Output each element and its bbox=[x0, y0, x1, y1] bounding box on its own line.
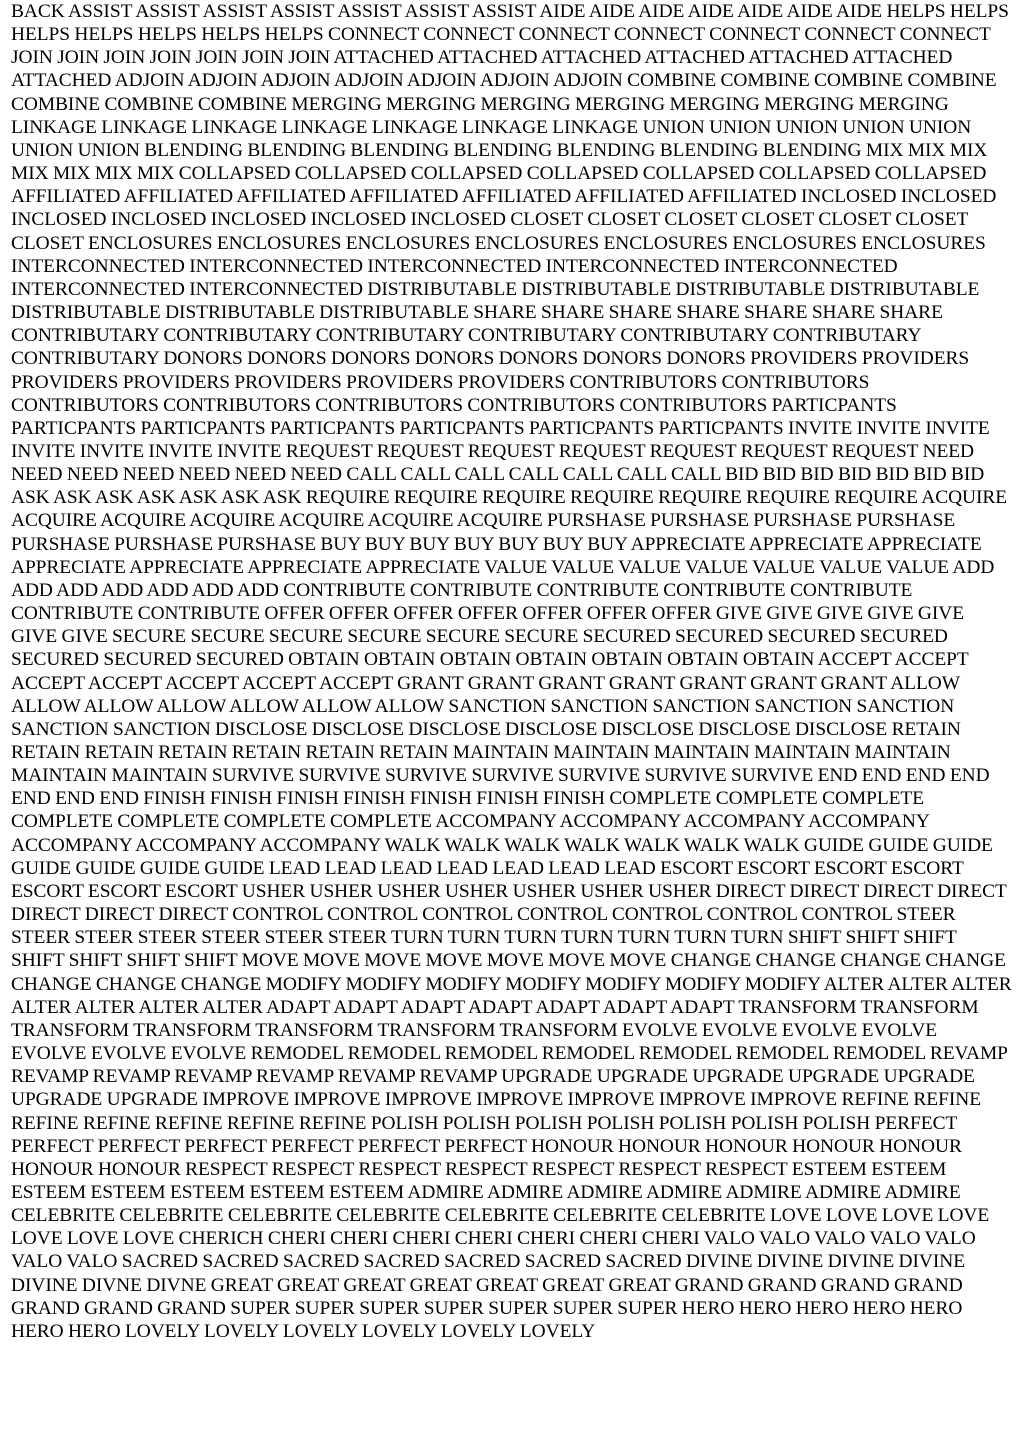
word-list-text: BACK ASSIST ASSIST ASSIST ASSIST ASSIST ASSIST ASSIST AIDE AIDE AIDE AIDE AIDE AIDE AIDE HELPS HELPS HELPS HELPS HELPS HELPS HELPS CONNECT CONNECT CONNECT CONNECT CONNECT CONNECT CONNECT JOIN JOIN JOIN JOIN JOIN JOIN JOIN ATTACHED ATTACHED ATTACHED ATTACHED ATTACHED ATTACHED ATTACHED ADJOIN ADJOIN ADJOIN ADJOIN ADJOIN ADJOIN ADJOIN COMBINE COMBINE COMBINE COMBINE COMBINE COMBINE COMBINE MERGING MERGING MERGING MERGING MERGING MERGING MERGING LINKAGE LINKAGE LINKAGE LINKAGE LINKAGE LINKAGE LINKAGE UNION UNION UNION UNION UNION UNION UNION BLENDING BLENDING BLENDING BLENDING BLENDING BLENDING BLENDING MIX MIX MIX MIX MIX MIX MIX COLLAPSED COLLAPSED COLLAPSED COLLAPSED COLLAPSED COLLAPSED COLLAPSED AFFILIATED AFFILIATED AFFILIATED AFFILIATED AFFILIATED AFFILIATED AFFILIATED INCLOSED INCLOSED INCLOSED INCLOSED INCLOSED INCLOSED INCLOSED CLOSET CLOSET CLOSET CLOSET CLOSET CLOSET CLOSET ENCLOSURES ENCLOSURES ENCLOSURES ENCLOSURES ENCLOSURES ENCLOSURES ENCLOSURES INTERCONNECTED INTERCONNECTED INTERCONNECTED INTERCONNECTED INTERCONNECTED INTERCONNECTED INTERCONNECTED DISTRIBUTABLE DISTRIBUTABLE DISTRIBUTABLE DISTRIBUTABLE DISTRIBUTABLE DISTRIBUTABLE DISTRIBUTABLE SHARE SHARE SHARE SHARE SHARE SHARE SHARE CONTRIBUTARY CONTRIBUTARY CONTRIBUTARY CONTRIBUTARY CONTRIBUTARY CONTRIBUTARY CONTRIBUTARY DONORS DONORS DONORS DONORS DONORS DONORS DONORS PROVIDERS PROVIDERS PROVIDERS PROVIDERS PROVIDERS PROVIDERS PROVIDERS CONTRIBUTORS CONTRIBUTORS CONTRIBUTORS CONTRIBUTORS CONTRIBUTORS CONTRIBUTORS CONTRIBUTORS PARTICPANTS PARTICPANTS PARTICPANTS PARTICPANTS PARTICPANTS PARTICPANTS PARTICPANTS INVITE INVITE INVITE INVITE INVITE INVITE INVITE REQUEST REQUEST REQUEST REQUEST REQUEST REQUEST REQUEST NEED NEED NEED NEED NEED NEED NEED CALL CALL CALL CALL CALL CALL CALL BID BID BID BID BID BID BID ASK ASK ASK ASK ASK ASK ASK REQUIRE REQUIRE REQUIRE REQUIRE REQUIRE REQUIRE REQUIRE ACQUIRE ACQUIRE ACQUIRE ACQUIRE ACQUIRE ACQUIRE ACQUIRE PURSHASE PURSHASE PURSHASE PURSHASE PURSHASE PURSHASE PURSHASE BUY BUY BUY BUY BUY BUY BUY APPRECIATE APPRECIATE APPRECIATE APPRECIATE APPRECIATE APPRECIATE APPRECIATE VALUE VALUE VALUE VALUE VALUE VALUE VALUE ADD ADD ADD ADD ADD ADD ADD CONTRIBUTE CONTRIBUTE CONTRIBUTE CONTRIBUTE CONTRIBUTE CONTRIBUTE CONTRIBUTE OFFER OFFER OFFER OFFER OFFER OFFER OFFER GIVE GIVE GIVE GIVE GIVE GIVE GIVE SECURE SECURE SECURE SECURE SECURE SECURE SECURED SECURED SECURED SECURED SECURED SECURED SECURED OBTAIN OBTAIN OBTAIN OBTAIN OBTAIN OBTAIN OBTAIN ACCEPT ACCEPT ACCEPT ACCEPT ACCEPT ACCEPT ACCEPT GRANT GRANT GRANT GRANT GRANT GRANT GRANT ALLOW ALLOW ALLOW ALLOW ALLOW ALLOW ALLOW SANCTION SANCTION SANCTION SANCTION SANCTION SANCTION SANCTION DISCLOSE DISCLOSE DISCLOSE DISCLOSE DISCLOSE DISCLOSE DISCLOSE RETAIN RETAIN RETAIN RETAIN RETAIN RETAIN RETAIN MAINTAIN MAINTAIN MAINTAIN MAINTAIN MAINTAIN MAINTAIN MAINTAIN SURVIVE SURVIVE SURVIVE SURVIVE SURVIVE SURVIVE SURVIVE END END END END END END END FINISH FINISH FINISH FINISH FINISH FINISH FINISH COMPLETE COMPLETE COMPLETE COMPLETE COMPLETE COMPLETE COMPLETE ACCOMPANY ACCOMPANY ACCOMPANY ACCOMPANY ACCOMPANY ACCOMPANY ACCOMPANY WALK WALK WALK WALK WALK WALK WALK GUIDE GUIDE GUIDE GUIDE GUIDE GUIDE GUIDE LEAD LEAD LEAD LEAD LEAD LEAD LEAD ESCORT ESCORT ESCORT ESCORT ESCORT ESCORT ESCORT USHER USHER USHER USHER USHER USHER USHER DIRECT DIRECT DIRECT DIRECT DIRECT DIRECT DIRECT CONTROL CONTROL CONTROL CONTROL CONTROL CONTROL CONTROL STEER STEER STEER STEER STEER STEER STEER TURN TURN TURN TURN TURN TURN TURN SHIFT SHIFT SHIFT SHIFT SHIFT SHIFT SHIFT MOVE MOVE MOVE MOVE MOVE MOVE MOVE CHANGE CHANGE CHANGE CHANGE CHANGE CHANGE CHANGE MODIFY MODIFY MODIFY MODIFY MODIFY MODIFY MODIFY ALTER ALTER ALTER ALTER ALTER ALTER ALTER ADAPT ADAPT ADAPT ADAPT ADAPT ADAPT ADAPT TRANSFORM TRANSFORM TRANSFORM TRANSFORM TRANSFORM TRANSFORM TRANSFORM EVOLVE EVOLVE EVOLVE EVOLVE EVOLVE EVOLVE EVOLVE REMODEL REMODEL REMODEL REMODEL REMODEL REMODEL REMODEL REVAMP REVAMP REVAMP REVAMP REVAMP REVAMP REVAMP UPGRADE UPGRADE UPGRADE UPGRADE UPGRADE UPGRADE UPGRADE IMPROVE IMPROVE IMPROVE IMPROVE IMPROVE IMPROVE IMPROVE REFINE REFINE REFINE REFINE REFINE REFINE REFINE POLISH POLISH POLISH POLISH POLISH POLISH POLISH PERFECT PERFECT PERFECT PERFECT PERFECT PERFECT PERFECT HONOUR HONOUR HONOUR HONOUR HONOUR HONOUR HONOUR RESPECT RESPECT RESPECT RESPECT RESPECT RESPECT RESPECT ESTEEM ESTEEM ESTEEM ESTEEM ESTEEM ESTEEM ESTEEM ADMIRE ADMIRE ADMIRE ADMIRE ADMIRE ADMIRE ADMIRE CELEBRITE CELEBRITE CELEBRITE CELEBRITE CELEBRITE CELEBRITE CELEBRITE LOVE LOVE LOVE LOVE LOVE LOVE LOVE CHERICH CHERI CHERI CHERI CHERI CHERI CHERI CHERI VALO VALO VALO VALO VALO VALO VALO SACRED SACRED SACRED SACRED SACRED SACRED SACRED DIVINE DIVINE DIVINE DIVINE DIVINE DIVNE DIVNE GREAT GREAT GREAT GREAT GREAT GREAT GREAT GRAND GRAND GRAND GRAND GRAND GRAND GRAND SUPER SUPER SUPER SUPER SUPER SUPER SUPER HERO HERO HERO HERO HERO HERO HERO LOVELY LOVELY LOVELY LOVELY LOVELY LOVELY bbox=[11, 1, 1012, 1342]
